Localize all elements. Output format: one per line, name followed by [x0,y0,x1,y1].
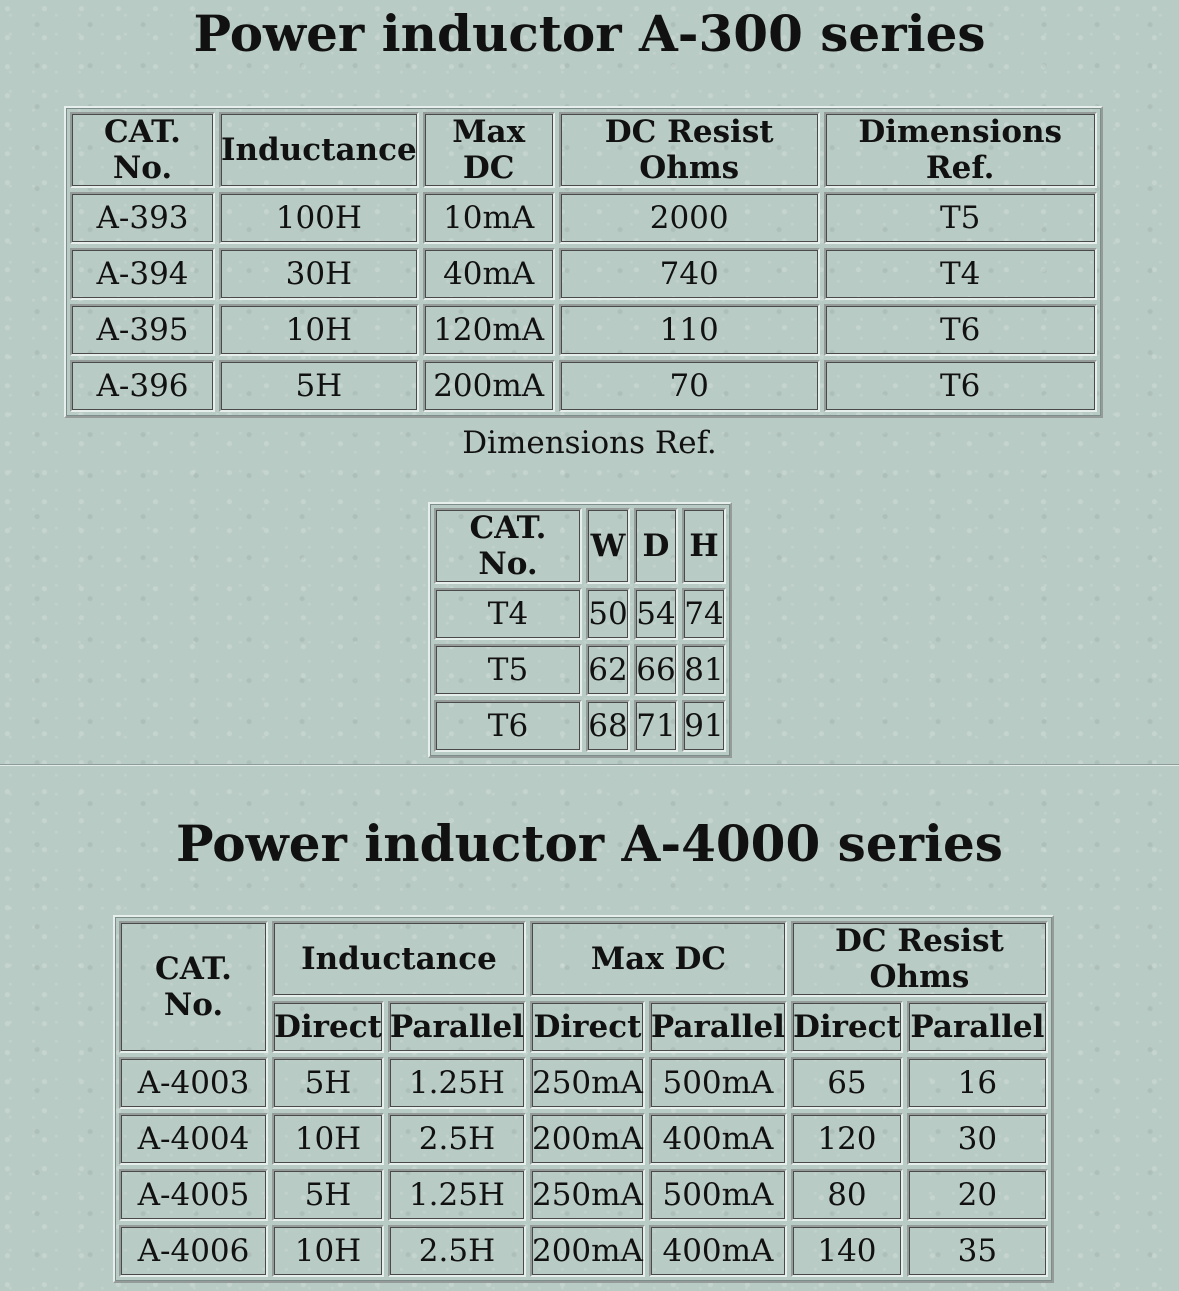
dims-cell: 68 [586,700,630,752]
a300-cell: A-393 [70,192,215,244]
a300-cell: T4 [824,248,1097,300]
a4000-cell: 80 [791,1169,903,1221]
a4000-subheader: Direct [272,1001,384,1053]
a4000-cell: A-4003 [119,1057,268,1109]
a4000-cell: 2.5H [388,1113,526,1165]
dims-cell: 66 [634,644,678,696]
table-row [119,1057,1048,1109]
a300-cell: 70 [559,360,820,412]
a4000-cell: 200mA [530,1113,645,1165]
dims-header-h: H [682,508,726,584]
a4000-cell: 20 [907,1169,1048,1221]
a4000-cell: 120 [791,1113,903,1165]
a4000-cell: 500mA [649,1057,787,1109]
table-row [70,304,1097,356]
a4000-cell: 1.25H [388,1057,526,1109]
a4000-cell: 1.25H [388,1169,526,1221]
a4000-header-maxdc: Max DC [530,921,787,997]
a300-cell: 120mA [423,304,555,356]
a300-header-row [70,112,1097,188]
table-row [434,700,726,752]
a4000-table [113,915,1054,1283]
a4000-cell: 200mA [530,1225,645,1277]
dims-cell: 54 [634,588,678,640]
a300-cell: A-395 [70,304,215,356]
a300-cell: 10H [219,304,419,356]
dims-cell: 91 [682,700,726,752]
a4000-cell: A-4004 [119,1113,268,1165]
dims-cell: 50 [586,588,630,640]
dims-cell: 74 [682,588,726,640]
a4000-subheader: Parallel [907,1001,1048,1053]
a4000-cell: 10H [272,1113,384,1165]
a4000-cell: 250mA [530,1169,645,1221]
a4000-cell: 140 [791,1225,903,1277]
a4000-cell: A-4005 [119,1169,268,1221]
a4000-cell: 500mA [649,1169,787,1221]
a300-header-maxdc: Max DC [423,112,555,188]
a4000-cell: 400mA [649,1225,787,1277]
a4000-subheader: Direct [530,1001,645,1053]
a4000-cell: A-4006 [119,1225,268,1277]
a300-header-inductance: Inductance [219,112,419,188]
dims-header-w: W [586,508,630,584]
a300-cell: T6 [824,360,1097,412]
a4000-cell: 2.5H [388,1225,526,1277]
a300-cell: 2000 [559,192,820,244]
table-row [119,1113,1048,1165]
a4000-cell: 35 [907,1225,1048,1277]
a300-cell: A-396 [70,360,215,412]
a4000-group-header-row [119,921,1048,997]
dims-cell: T5 [434,644,582,696]
a4000-cell: 250mA [530,1057,645,1109]
dimensions-caption: Dimensions Ref. [462,425,717,461]
a4000-subheader: Direct [791,1001,903,1053]
dims-cell: T4 [434,588,582,640]
table-row [119,1169,1048,1221]
a4000-cell: 400mA [649,1113,787,1165]
dims-cell: T6 [434,700,582,752]
table-row [70,360,1097,412]
dims-header-d: D [634,508,678,584]
a300-header-resist: DC Resist Ohms [559,112,820,188]
table-row [434,644,726,696]
a4000-cell: 65 [791,1057,903,1109]
dims-cell: 62 [586,644,630,696]
table-row [119,1225,1048,1277]
a4000-cell: 10H [272,1225,384,1277]
a4000-cell: 30 [907,1113,1048,1165]
a300-cell: T5 [824,192,1097,244]
dims-cell: 71 [634,700,678,752]
a300-header-dimref: Dimensions Ref. [824,112,1097,188]
a4000-header-cat: CAT. No. [119,921,268,1053]
dimensions-table [428,502,732,758]
a300-cell: 740 [559,248,820,300]
a300-cell: T6 [824,304,1097,356]
dims-header-cat: CAT. No. [434,508,582,584]
table-row [70,248,1097,300]
table-row [70,192,1097,244]
a300-cell: 5H [219,360,419,412]
a4000-subheader: Parallel [388,1001,526,1053]
a4000-subheader: Parallel [649,1001,787,1053]
a300-cell: 100H [219,192,419,244]
a300-cell: 30H [219,248,419,300]
a300-table [64,106,1103,418]
a300-cell: 200mA [423,360,555,412]
a4000-cell: 16 [907,1057,1048,1109]
a300-title: Power inductor A-300 series [193,4,986,63]
a300-cell: 10mA [423,192,555,244]
dims-header-row [434,508,726,584]
table-row [434,588,726,640]
a300-cell: 40mA [423,248,555,300]
a4000-header-resist: DC Resist Ohms [791,921,1048,997]
a300-cell: A-394 [70,248,215,300]
a300-cell: 110 [559,304,820,356]
section-divider [0,764,1179,766]
a4000-cell: 5H [272,1057,384,1109]
a4000-cell: 5H [272,1169,384,1221]
a300-header-cat: CAT. No. [70,112,215,188]
a4000-header-inductance: Inductance [272,921,526,997]
a4000-title: Power inductor A-4000 series [176,814,1003,873]
dims-cell: 81 [682,644,726,696]
